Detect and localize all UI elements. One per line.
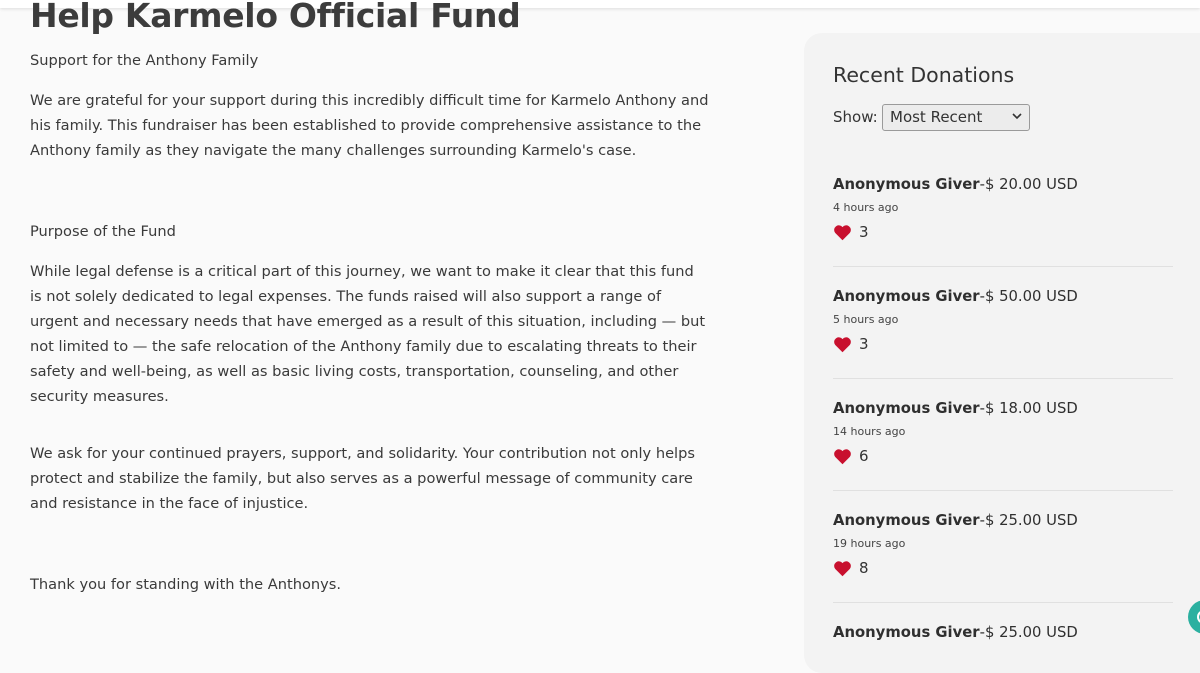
- donation-amount: -$ 25.00 USD: [979, 624, 1078, 641]
- divider: [833, 266, 1173, 267]
- thanks-paragraph: Thank you for standing with the Anthonys.: [30, 576, 342, 593]
- like-count: 8: [859, 559, 869, 577]
- like-count: 3: [859, 223, 869, 241]
- sort-select-value: Most Recent: [890, 108, 983, 126]
- page-title: Help Karmelo Official Fund: [30, 0, 521, 35]
- heart-icon[interactable]: [833, 448, 852, 465]
- heart-icon[interactable]: [833, 560, 852, 577]
- sort-select[interactable]: [882, 104, 1030, 131]
- subtitle: Support for the Anthony Family: [30, 52, 259, 69]
- donor-name: Anonymous Giver: [833, 176, 980, 193]
- like-count: 3: [859, 335, 869, 353]
- donation-time: 19 hours ago: [833, 537, 906, 550]
- purpose-paragraph: While legal defense is a critical part of this journey, we want to make it clear that this fund is not solely dedicated to legal expenses. The funds raised will also support a range of urgent and necessary needs that have emerged as a result of this situation, including — but not limited to — the safe relocation of the Anthony family due to escalating threats to their safety and well-being, as well as basic living costs, transportation, counseling, and other security measures.: [30, 263, 706, 405]
- solidarity-paragraph: We ask for your continued prayers, support, and solidarity. Your contribution not only helps protect and stabilize the family, but also serves as a powerful message of community care and resistance in the face of injustice.: [30, 445, 695, 512]
- donation-time: 14 hours ago: [833, 425, 906, 438]
- recent-donations-panel: [804, 33, 1200, 673]
- donation-amount: -$ 18.00 USD: [979, 400, 1078, 417]
- like-count: 6: [859, 447, 869, 465]
- divider: [833, 602, 1173, 603]
- divider: [833, 490, 1173, 491]
- show-label: Show:: [833, 108, 878, 126]
- donation-amount: -$ 50.00 USD: [979, 288, 1078, 305]
- donor-name: Anonymous Giver: [833, 624, 980, 641]
- donation-time: 5 hours ago: [833, 313, 899, 326]
- recent-donations-title: Recent Donations: [833, 63, 1015, 87]
- intro-paragraph: We are grateful for your support during this incredibly difficult time for Karmelo Anthony and his family. This fundraiser has been established to provide comprehensive assistance to the Anthony family as they navigate the many challenges surrounding Karmelo's case.: [30, 92, 709, 159]
- donation-time: 4 hours ago: [833, 201, 899, 214]
- donor-name: Anonymous Giver: [833, 400, 980, 417]
- chevron-down-icon: [1011, 110, 1023, 122]
- divider: [833, 378, 1173, 379]
- purpose-heading: Purpose of the Fund: [30, 223, 176, 240]
- donor-name: Anonymous Giver: [833, 512, 980, 529]
- donor-name: Anonymous Giver: [833, 288, 980, 305]
- heart-icon[interactable]: [833, 224, 852, 241]
- donation-amount: -$ 20.00 USD: [979, 176, 1078, 193]
- heart-icon[interactable]: [833, 336, 852, 353]
- donation-amount: -$ 25.00 USD: [979, 512, 1078, 529]
